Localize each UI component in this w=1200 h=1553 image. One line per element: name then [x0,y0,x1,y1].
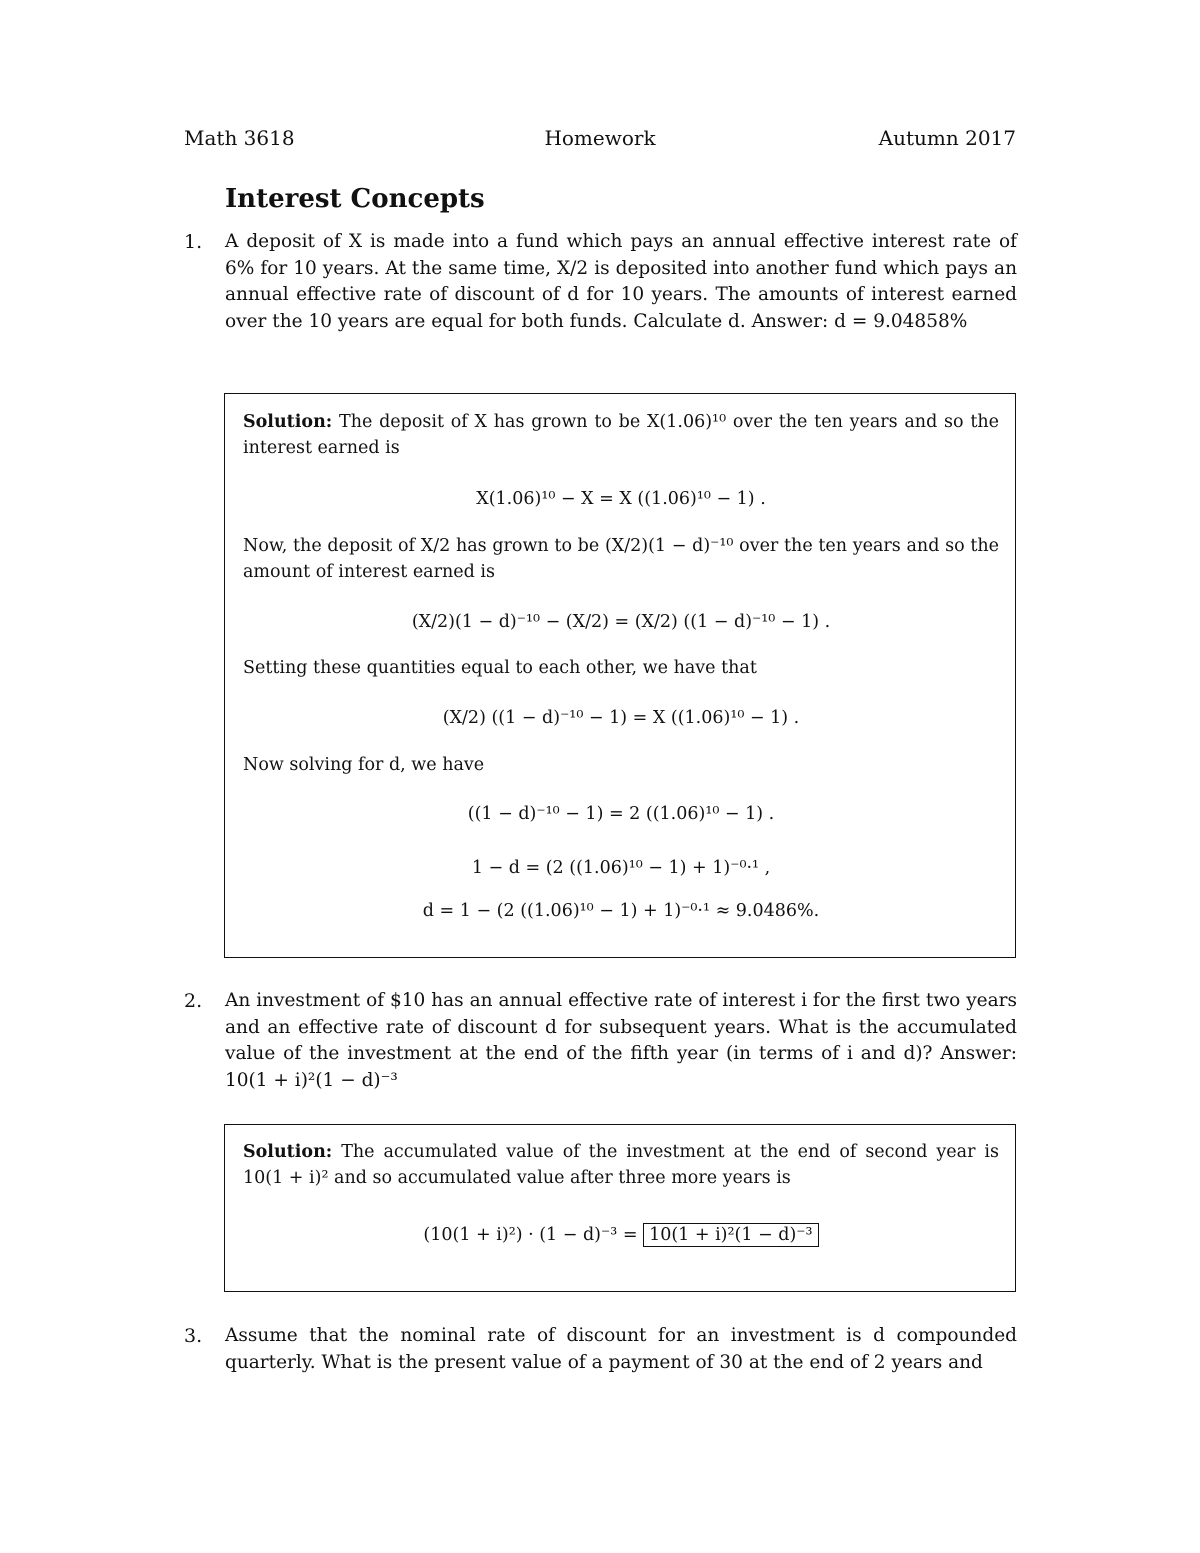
solution-label: Solution: [243,412,333,432]
header-term: Autumn 2017 [878,126,1016,150]
problem-1-solution-para-4: Now solving for d, we have [243,755,485,775]
boxed-answer: 10(1 + i)²(1 − d)⁻³ [643,1223,819,1247]
problem-2-number: 2. [184,990,203,1012]
section-title: Interest Concepts [225,184,485,214]
problem-1-equation-4: ((1 − d)⁻¹⁰ − 1) = 2 ((1.06)¹⁰ − 1) . [467,804,775,824]
problem-1-number: 1. [184,231,203,253]
problem-1-solution-para-1 [243,410,999,461]
problem-1-equation-3: (X/2) ((1 − d)⁻¹⁰ − 1) = X ((1.06)¹⁰ − 1) . [442,708,800,728]
problem-1-solution-para-2: Now, the deposit of X/2 has grown to be (X/2)(1 − d)⁻¹⁰ over the ten years and so the amount of interest earned is [243,536,999,582]
problem-2-equation-1 [243,1222,999,1248]
problem-1-equation-1: X(1.06)¹⁰ − X = X ((1.06)¹⁰ − 1) . [476,489,766,509]
problem-2-text: An investment of $10 has an annual effective rate of interest i for the first two years and an effective rate of discount d for subsequent years. What is the accumulated value of the investment at the end of the fifth year (in terms of i and d)? Answer: 10(1 + i)²(1 − d)⁻³ [225,990,1017,1091]
problem-1-equation-5: 1 − d = (2 ((1.06)¹⁰ − 1) + 1)⁻⁰·¹ , [471,858,771,878]
solution-text: The deposit of X has grown to be X(1.06)¹⁰ over the ten years and so the interest earned is [243,412,999,458]
problem-1-equation-2: (X/2)(1 − d)⁻¹⁰ − (X/2) = (X/2) ((1 − d)⁻¹⁰ − 1) . [411,612,831,632]
problem-3-text: Assume that the nominal rate of discount for an investment is d compounded quarterly. What is the present value of a payment of 30 at the end of 2 years and [225,1325,1017,1373]
problem-1-equation-6: d = 1 − (2 ((1.06)¹⁰ − 1) + 1)⁻⁰·¹ ≈ 9.0486%. [422,901,820,921]
header-course: Math 3618 [184,126,295,150]
equation-left: (10(1 + i)²) · (1 − d)⁻³ = [423,1225,638,1245]
problem-3-number: 3. [184,1325,203,1347]
solution-text: The accumulated value of the investment at the end of second year is 10(1 + i)² and so accumulated value after three more years is [243,1142,999,1188]
problem-2-solution-para-1 [243,1140,999,1191]
problem-1-solution-para-3: Setting these quantities equal to each other, we have that [243,658,757,678]
problem-1-text: A deposit of X is made into a fund which pays an annual effective interest rate of 6% for 10 years. At the same time, X/2 is deposited into another fund which pays an annual effective rate of discount of d for 10 years. The amounts of interest earned over the 10 years are equal for both funds. Calculate d. Answer: d = 9.04858% [225,231,1017,332]
header-type: Homework [544,126,656,150]
solution-label: Solution: [243,1142,333,1162]
